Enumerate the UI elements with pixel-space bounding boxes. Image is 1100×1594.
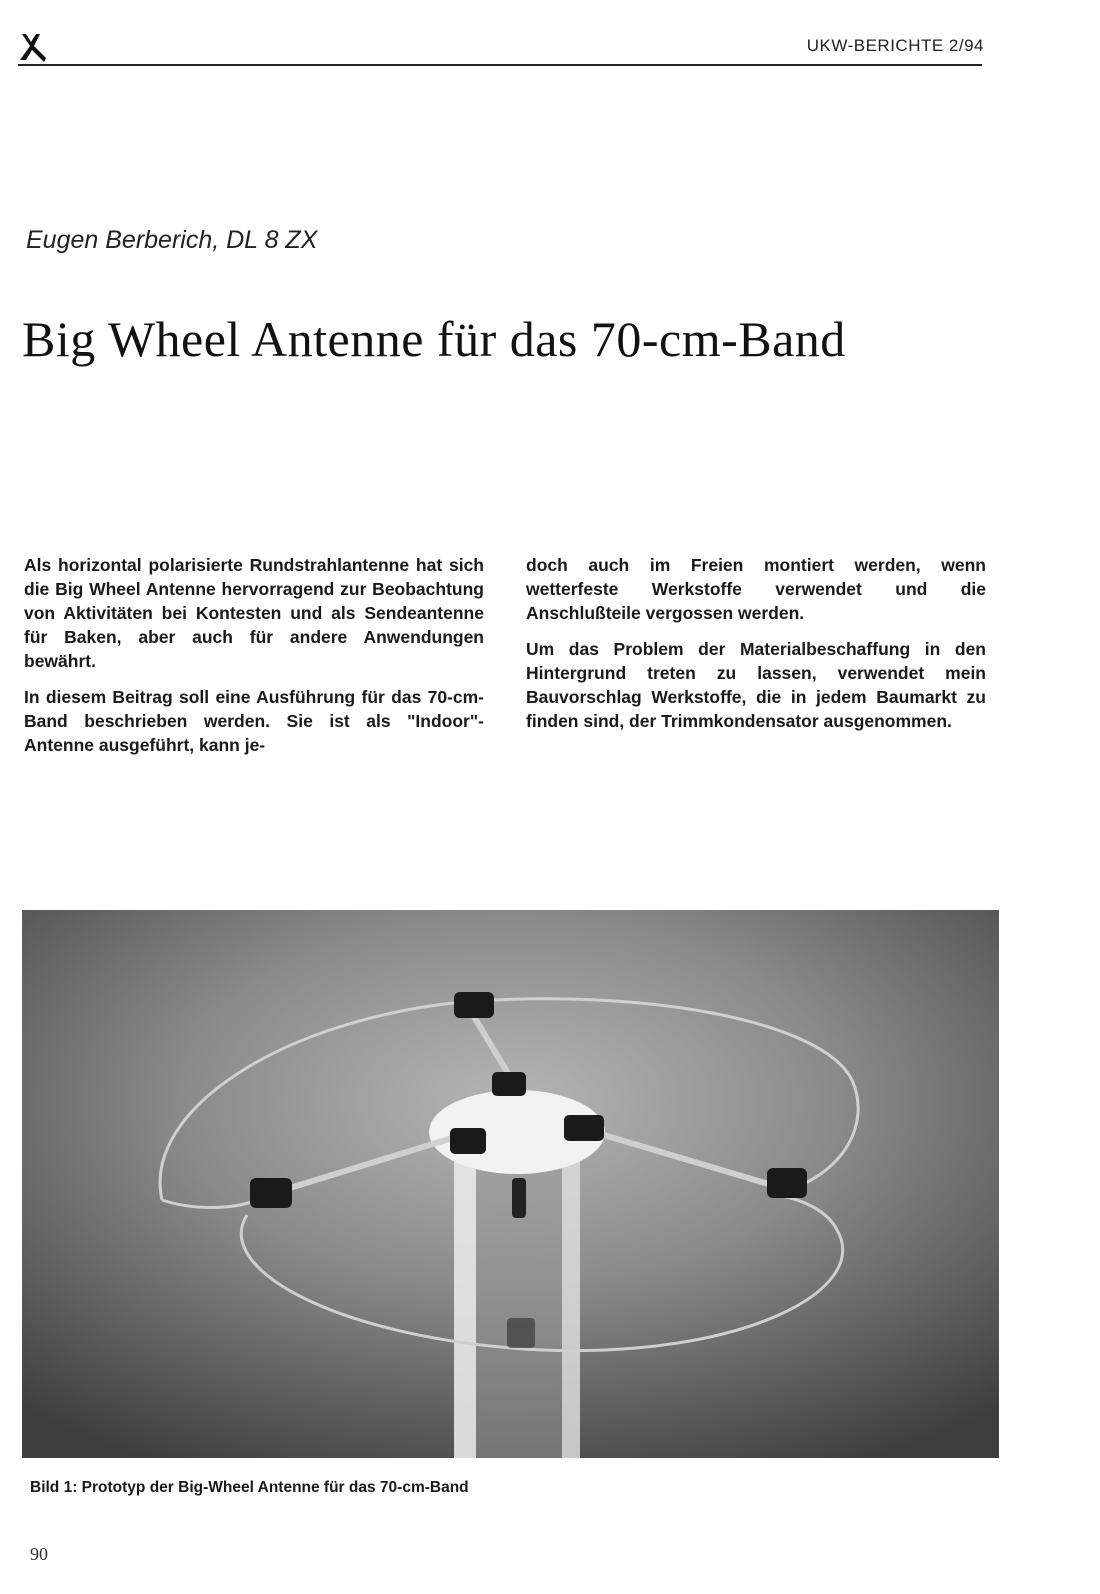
journal-header: UKW-BERICHTE 2/94 (806, 36, 984, 55)
text-column-left (24, 553, 484, 769)
text-column-right (526, 553, 986, 745)
paragraph: doch auch im Freien montiert werden, wenn wetterfeste Werkstoffe verwendet und die Anschlußteile vergossen werden. (526, 555, 986, 623)
paragraph: Um das Problem der Materialbeschaffung in den Hintergrund treten zu lassen, verwendet mein Bauvorschlag Werkstoffe, die in jedem Baumarkt zu finden sind, der Trimmkondensator ausgenommen. (526, 639, 986, 731)
article-author: Eugen Berberich, DL 8 ZX (26, 226, 318, 254)
paragraph: In diesem Beitrag soll eine Ausführung für das 70-cm-Band beschrieben werden. Sie ist als "Indoor"-Antenne ausgeführt, kann je- (24, 687, 484, 755)
journal-logo-icon (18, 30, 48, 66)
paragraph: Als horizontal polarisierte Rundstrahlantenne hat sich die Big Wheel Antenne hervorragend zur Beobachtung von Aktivitäten bei Kontesten und als Sendeantenne für Baken, aber auch für andere Anwendungen bewährt. (24, 555, 484, 671)
header-rule (18, 64, 982, 66)
article-title: Big Wheel Antenne für das 70-cm-Band (22, 311, 846, 367)
figure-caption: Bild 1: Prototyp der Big-Wheel Antenne für das 70-cm-Band (30, 1479, 469, 1496)
page-number: 90 (30, 1544, 48, 1564)
antenna-photo (22, 910, 999, 1458)
